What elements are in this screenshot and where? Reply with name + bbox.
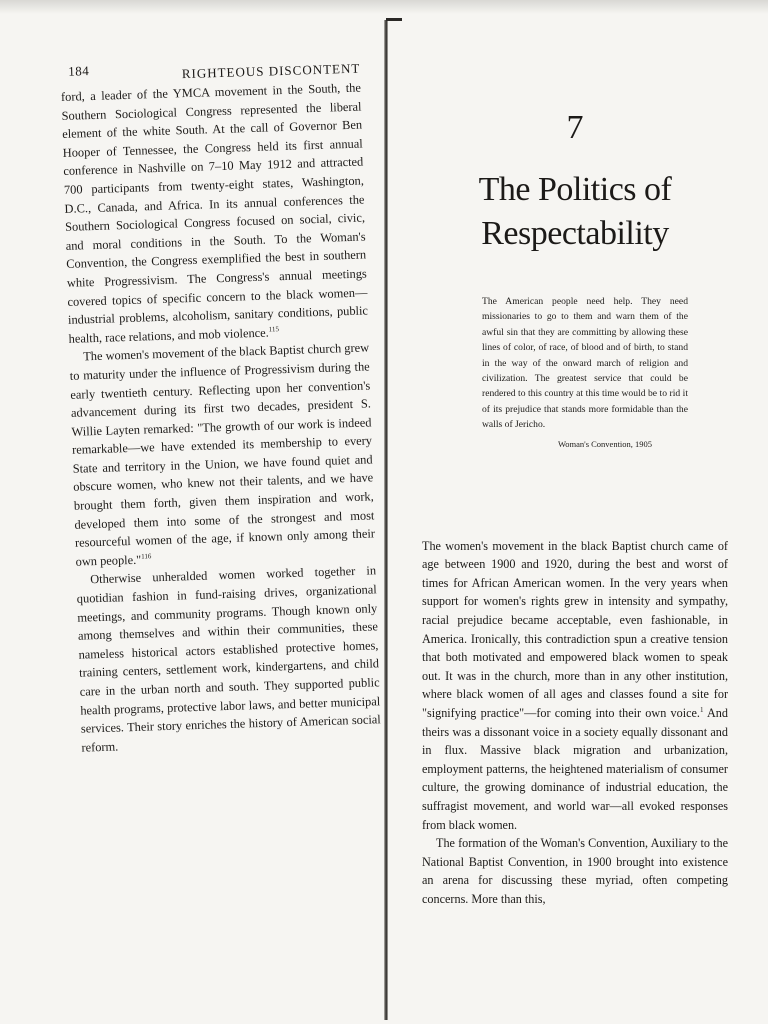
chapter-title-line-1: The Politics of xyxy=(478,171,672,208)
running-head-title: RIGHTEOUS DISCONTENT xyxy=(181,60,361,82)
right-paragraph-1-text-a: The women's movement in the black Baptist church came of age between 1900 and 1920, during the best and worst of times for African American women. In the very years when support for women's rights grew in intensity and sympathy, racial prejudice became acceptable, even fashionable, in America. Ironically, this contradiction spun a creative tension that both motivated and empowered black women to speak out. It was in the church, more than in any other institution, where black women of all ages and classes found a site for "signifying practice"—for coming into their own voice. xyxy=(422,538,728,720)
chapter-title xyxy=(422,168,728,256)
right-paragraph-1-text-b: And theirs was a dissonant voice in a society equally dissonant and in flux. Massive black migration and urbanization, employment patterns, the heightened materialism of consumer culture, the growing dominance of industrial education, the suffragist movement, and world war—all evoked responses from black women. xyxy=(422,706,728,832)
epigraph: The American people need help. They need missionaries to go to them and warn them of the awful sin that they are committing by allowing these lines of color, of race, of blood and of birth, to stand in the way of the onward march of religion and civilization. The greatest service that could be rendered to this country at this time would be to rid it of its prejudice that stands more formidable than the walls of Jericho. xyxy=(482,296,688,431)
chapter-title-line-2: Respectability xyxy=(481,215,669,252)
gutter-mark xyxy=(386,18,402,33)
footnote-ref-115: 115 xyxy=(268,324,280,334)
right-paragraph-2: The formation of the Woman's Convention, Auxiliary to the National Baptist Convention, in 1900 brought into existence an arena for discussing these myriad, often competing concerns. More than this, xyxy=(422,836,728,906)
footnote-ref-116: 116 xyxy=(141,552,152,561)
left-page xyxy=(60,55,382,764)
right-page xyxy=(422,98,728,938)
left-paragraph-1-text: ford, a leader of the YMCA movement in the South, the Southern Sociological Congress represented the liberal element of the white South. At the call of Governor Ben Hooper of Tennessee, the Congress held its first annual conference in Nashville on 7–10 May 1912 and attracted 700 participants from twenty-eight states, Washington, D.C., Canada, and Africa. In its annual conferences the Southern Sociological Congress focused on social, civic, and moral conditions in the South. To the Woman's Convention, the Congress exemplified the best in southern white Progressivism. The Congress's annual meetings covered topics of specific concern to the black women—industrial problems, alcoholism, sanitary conditions, public health, race relations, and mob violence. xyxy=(60,80,369,346)
left-body-text xyxy=(61,79,382,757)
scan-top-shadow xyxy=(0,0,768,14)
right-paragraph-1 xyxy=(422,537,728,835)
left-paragraph-2-text: The women's movement of the black Baptist church grew to maturity under the influence of Progressivism during the early twentieth century. Reflecting upon her convention's advancement during its first two decades, president S. Willie Layten remarked: "The growth of our work is indeed remarkable—we have extended its membership to every State and territory in the Union, we have found quiet and obscure women, who knew not their talents, and we have brought them forth, given them inspiration and work, developed them into some of the strongest and most resourceful women of the age, if known only among their own people." xyxy=(69,340,376,569)
footnote-ref-1: 1 xyxy=(699,705,704,714)
right-body-text xyxy=(422,537,728,909)
left-paragraph-2 xyxy=(69,339,376,571)
epigraph-source: Woman's Convention, 1905 xyxy=(557,438,653,449)
left-paragraph-1 xyxy=(61,79,369,349)
left-paragraph-3: Otherwise unheralded women worked together in quotidian fashion in fund-raising drives, organizational meetings, and community programs. Though known only among themselves and within their communities, these nameless historical actors established protective homes, training centers, settlement work, kindergartens, and child care in the urban north and south. They supported public health programs, protective labor laws, and better municipal services. Their story enriches the history of American social reform. xyxy=(76,563,381,755)
book-gutter xyxy=(384,20,388,1020)
chapter-number: 7 xyxy=(566,109,584,146)
page-number: 184 xyxy=(67,63,90,79)
